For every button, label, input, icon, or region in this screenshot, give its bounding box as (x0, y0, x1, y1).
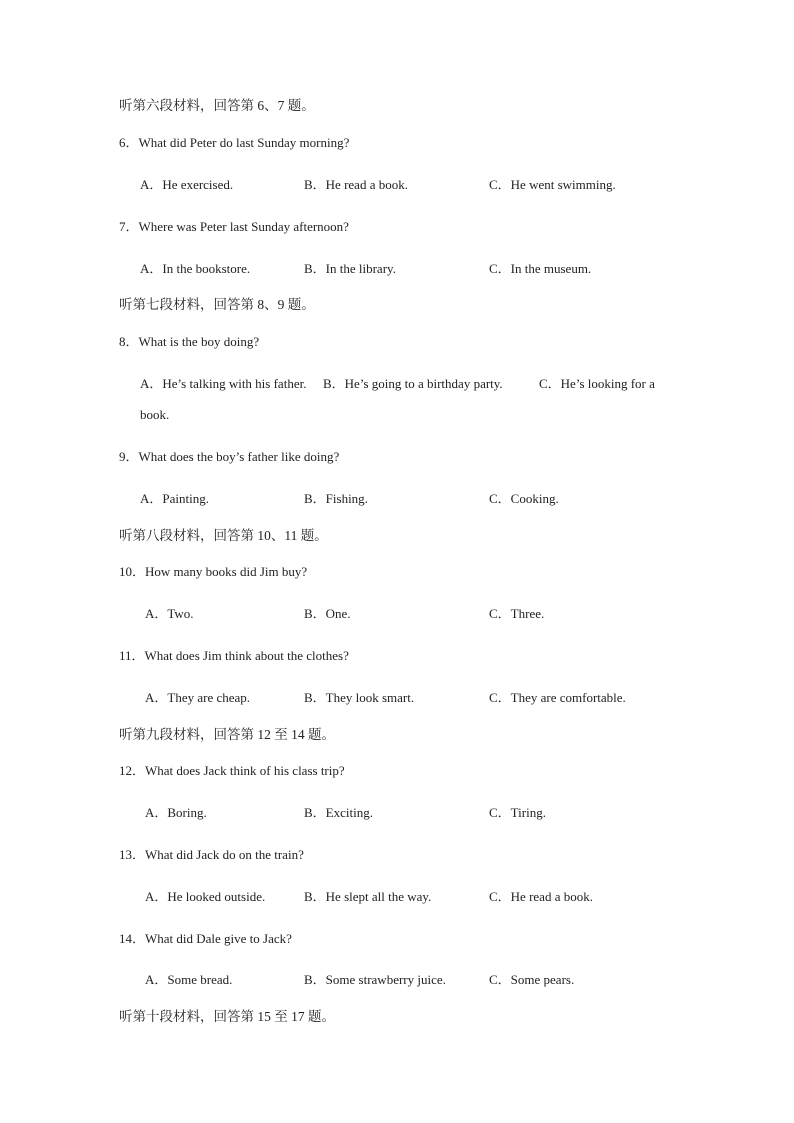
option-a: A．He’s talking with his father. (140, 376, 307, 391)
option-b: B．He’s going to a birthday party. (323, 376, 503, 391)
option-b: B．Exciting. (304, 805, 373, 820)
section-heading: 听第六段材料，回答第 6、7 题。 (119, 98, 315, 113)
option-c: C．He’s looking for a (539, 376, 655, 391)
question-13: 13．What did Jack do on the train? (119, 847, 304, 862)
question-10: 10．How many books did Jim buy? (119, 564, 308, 579)
option-a: A．He exercised. (140, 177, 234, 192)
option-c: C．Cooking. (489, 491, 559, 506)
option-c: C．He read a book. (489, 889, 593, 904)
option-b: B．He slept all the way. (304, 889, 432, 904)
option-c: C．Three. (489, 606, 545, 621)
option-a: A．Painting. (140, 491, 209, 506)
option-b: B．One. (304, 606, 351, 621)
question-8: 8．What is the boy doing? (119, 334, 260, 349)
option-b: B．Fishing. (304, 491, 368, 506)
question-14: 14．What did Dale give to Jack? (119, 931, 292, 946)
section-heading: 听第十段材料，回答第 15 至 17 题。 (119, 1009, 335, 1024)
section-heading: 听第九段材料，回答第 12 至 14 题。 (119, 727, 335, 742)
option-a: A．He looked outside. (145, 889, 266, 904)
option-c: C．Some pears. (489, 972, 575, 987)
option-a: A．In the bookstore. (140, 261, 251, 276)
section-heading: 听第七段材料，回答第 8、9 题。 (119, 297, 315, 312)
option-b: B．Some strawberry juice. (304, 972, 446, 987)
option-b: B．He read a book. (304, 177, 408, 192)
question-7: 7．Where was Peter last Sunday afternoon? (119, 219, 349, 234)
option-a: A．They are cheap. (145, 690, 251, 705)
option-b: B．In the library. (304, 261, 396, 276)
option-c: C．He went swimming. (489, 177, 616, 192)
question-9: 9．What does the boy’s father like doing? (119, 449, 340, 464)
question-12: 12．What does Jack think of his class trip? (119, 763, 345, 778)
option-b: B．They look smart. (304, 690, 415, 705)
option-c: C．They are comfortable. (489, 690, 626, 705)
option-c: C．In the museum. (489, 261, 592, 276)
question-11: 11．What does Jim think about the clothes? (119, 648, 349, 663)
option-a: A．Some bread. (145, 972, 233, 987)
option-a: A．Boring. (145, 805, 207, 820)
option-a: A．Two. (145, 606, 194, 621)
question-6: 6．What did Peter do last Sunday morning? (119, 135, 350, 150)
section-heading: 听第八段材料，回答第 10、11 题。 (119, 528, 328, 543)
option-c: C．Tiring. (489, 805, 546, 820)
option-continuation: book. (140, 407, 170, 422)
